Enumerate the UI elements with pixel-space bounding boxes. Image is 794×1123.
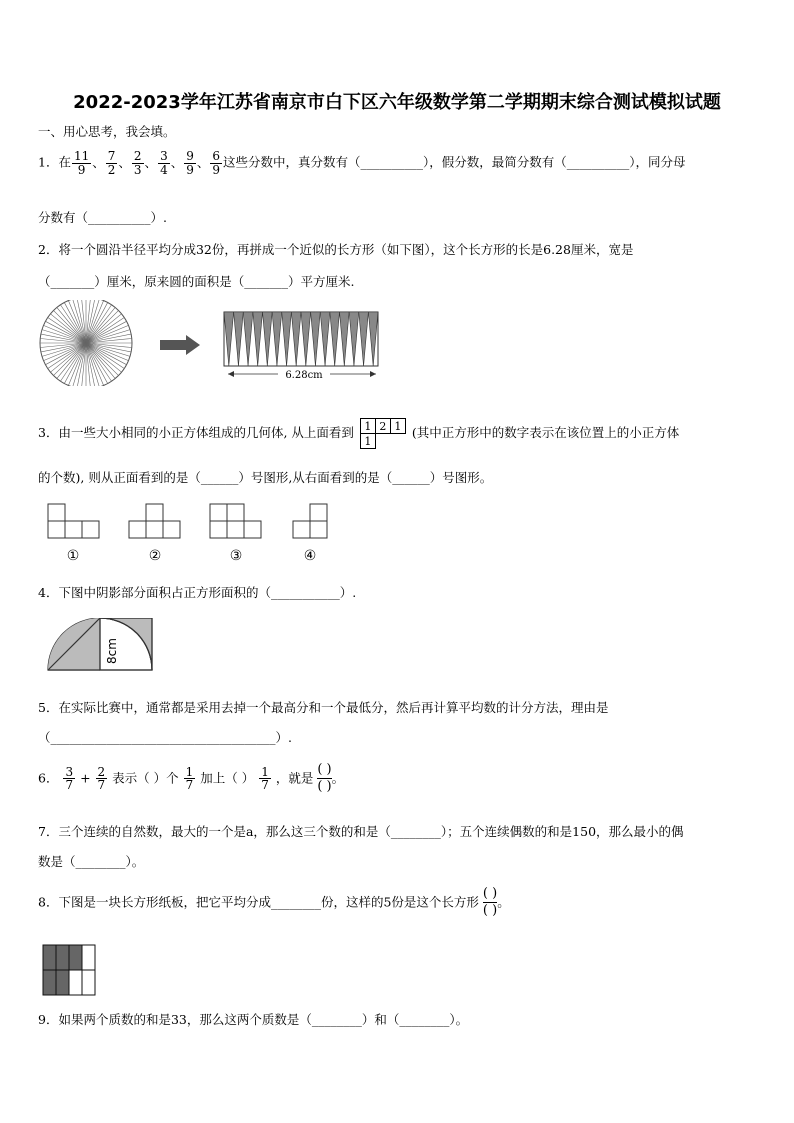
fraction <box>259 766 271 792</box>
question-8 <box>38 886 510 920</box>
q8-text: 8．下图是一块长方形纸板，把它平均分成________份，这样的5份是这个长方形 <box>38 894 479 910</box>
sector-rectangle <box>224 312 378 381</box>
separator: 、 <box>196 154 210 170</box>
q4-figure <box>44 618 156 676</box>
fraction <box>96 766 108 792</box>
top-view-grid <box>360 418 406 449</box>
q2-figure <box>38 300 398 386</box>
q3-option-figures <box>38 500 338 568</box>
denominator: 7 <box>97 778 106 793</box>
denominator: 7 <box>261 778 269 793</box>
question-1 <box>38 150 686 176</box>
fraction <box>158 150 170 176</box>
right-arrow-icon <box>160 335 200 355</box>
question-9: 9．如果两个质数的和是33，那么这两个质数是（________）和（________）。 <box>38 1012 469 1027</box>
q7-continuation: 数是（________）。 <box>38 854 145 869</box>
q8-end: 。 <box>497 894 510 910</box>
fraction <box>184 766 196 792</box>
top-view-cell: 1 <box>360 434 375 449</box>
separator: 、 <box>92 154 105 170</box>
side-label: 8cm <box>105 638 119 664</box>
length-label: 6.28cm <box>285 370 323 381</box>
q1-continuation: 分数有（__________）. <box>38 210 167 225</box>
q1-fractions <box>71 149 223 177</box>
q6-text: 加上（ ） <box>200 770 255 786</box>
question-7: 7．三个连续的自然数，最大的一个是a，那么这三个数的和是（________）；五个连续偶数的和是150，那么最小的偶 <box>38 824 684 839</box>
option-1-label: ① <box>66 548 80 564</box>
q3-continuation: 的个数), 则从正面看到的是（______）号图形,从右面看到的是（______）号图形。 <box>38 470 493 485</box>
q6-end: 。 <box>331 770 345 786</box>
answer-fraction <box>317 762 331 796</box>
q6-number: 6． <box>38 770 59 786</box>
option-3-shape <box>210 504 261 538</box>
option-2-label: ② <box>148 548 162 564</box>
numerator: 2 <box>133 149 142 163</box>
option-2-shape <box>129 504 180 538</box>
page-title: 2022-2023学年江苏省南京市白下区六年级数学第二学期期末综合测试模拟试题 <box>73 92 721 113</box>
denominator: 9 <box>186 162 194 177</box>
q6-text: ，就是 <box>275 770 314 786</box>
option-4-label: ④ <box>303 548 317 564</box>
section-heading: 一、用心思考，我会填。 <box>38 124 176 139</box>
question-6 <box>38 762 344 796</box>
numerator: 11 <box>73 149 90 163</box>
top-view-cell: 1 <box>360 419 375 434</box>
numerator: 2 <box>97 764 106 779</box>
q3-text: 3．由一些大小相同的小正方体组成的几何体, 从上面看到 <box>38 425 354 440</box>
denominator: 7 <box>185 778 194 793</box>
top-view-cell: 2 <box>375 419 390 434</box>
fraction <box>72 150 91 176</box>
option-4-shape <box>293 504 327 538</box>
question-2: 2．将一个圆沿半径平均分成32份，再拼成一个近似的长方形（如下图），这个长方形的长是6.28厘米，宽是 <box>38 242 634 257</box>
numerator-blank: ( ) <box>483 886 497 903</box>
separator: 、 <box>144 154 158 170</box>
denominator: 3 <box>133 162 142 177</box>
option-1-shape <box>48 504 99 538</box>
separator: 、 <box>118 154 131 170</box>
q2-continuation: （_______）厘米，原来圆的面积是（_______）平方厘米. <box>38 274 355 289</box>
numerator: 6 <box>212 149 221 163</box>
denominator-blank: ( ) <box>317 779 332 795</box>
question-4: 4．下图中阴影部分面积占正方形面积的（___________）. <box>38 585 357 600</box>
fraction <box>106 150 118 176</box>
denominator: 2 <box>107 162 116 177</box>
fraction <box>132 150 144 176</box>
numerator: 9 <box>186 149 194 163</box>
answer-fraction <box>483 886 497 920</box>
question-5: 5．在实际比赛中，通常都是采用去掉一个最高分和一个最低分，然后再计算平均数的计分方法，理由是 <box>38 700 609 715</box>
numerator: 1 <box>185 764 194 779</box>
numerator: 3 <box>160 149 168 163</box>
q6-text: 表示（ ）个 <box>112 770 179 786</box>
q1-text: 这些分数中，真分数有（__________），假分数，最简分数有（__________），同分母 <box>223 154 686 170</box>
option-3-label: ③ <box>229 548 243 564</box>
numerator: 7 <box>107 149 116 163</box>
fraction <box>210 150 222 176</box>
q3-text-cont: (其中正方形中的数字表示在该位置上的小正方体 <box>411 425 680 440</box>
denominator: 9 <box>77 162 86 177</box>
q5-continuation: （____________________________________）. <box>38 730 292 745</box>
plus-sign: + <box>80 770 91 786</box>
denominator: 9 <box>212 162 221 177</box>
numerator-blank: ( ) <box>317 762 331 779</box>
fraction <box>184 150 196 176</box>
numerator: 3 <box>65 764 74 779</box>
q8-figure <box>42 944 98 998</box>
question-3 <box>38 418 679 449</box>
denominator: 7 <box>65 778 74 793</box>
separator: 、 <box>170 154 184 170</box>
q1-prefix: 1．在 <box>38 154 71 170</box>
fraction <box>63 766 75 792</box>
denominator-blank: ( ) <box>482 903 498 919</box>
sector-circle <box>40 300 132 386</box>
denominator: 4 <box>160 162 168 177</box>
numerator: 1 <box>261 764 269 779</box>
top-view-cell: 1 <box>390 419 405 434</box>
